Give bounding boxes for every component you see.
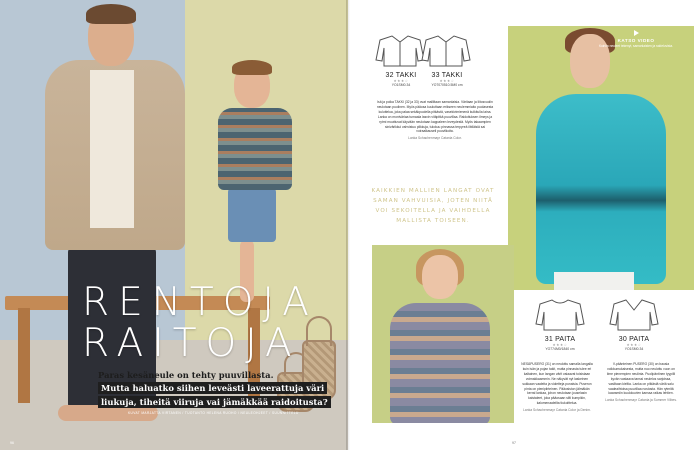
paita31-text: NESÄPUSERO (31) on neulottu samalla langalla kuin isän ja pojan takit, mutta pinnasta tulee eri kaltainen, kun langan värit vaiaavat toisistaan voimakkaammin. Ne näkyvät nyt laskeinen sukkaan vaaleita ja violetteja punaisia. Puseron pinta on pienipiirteinen. Pääosiston jälmäkän kerral lankaa, johon neulotaan jouselasin kaistaleet, joka pääosaan silti kumpikin, kalomenaaleilta tiukoittelua. bbox=[521, 362, 593, 406]
takki-description bbox=[376, 100, 494, 141]
watch-video-badge[interactable] bbox=[580, 30, 692, 48]
boy-hair bbox=[232, 60, 272, 75]
yarn-code: YO1SM0.34 bbox=[624, 347, 644, 351]
jacket-sketch-icon bbox=[420, 34, 472, 68]
pull-quote: KAIKKIEN MALLIEN LANGAT OVAT SAMAN VAHVUISIA, JOTEN NIITÄ VOI SEKOITELLA JA VAIHDELLA MALLISTA TOISEEN. bbox=[371, 188, 495, 224]
lead-line: liukuja, tiheitä viiruja vai jämäkkää raidoitusta? bbox=[98, 396, 331, 408]
bench-leg bbox=[18, 308, 30, 403]
item-title: 30 PAITA bbox=[618, 336, 650, 343]
article-headline bbox=[82, 282, 318, 364]
item-title: 32 TAKKI bbox=[385, 72, 417, 79]
paita30-description bbox=[604, 362, 678, 403]
paita31-yarn-credit: Lanka Schachenmayr Catania Color ja Denim. bbox=[523, 408, 591, 413]
video-title[interactable]: KATSO VIDEO bbox=[617, 38, 655, 43]
girl-photo bbox=[372, 245, 514, 423]
lead-line-wrap bbox=[98, 396, 346, 409]
boy-shorts bbox=[228, 188, 276, 242]
man-hair bbox=[86, 4, 136, 24]
jacket-sketch-icon bbox=[374, 34, 426, 68]
sweater-sketch-icon bbox=[534, 298, 586, 332]
woman-photo bbox=[508, 26, 694, 290]
item-title: 33 TAKKI bbox=[431, 72, 463, 79]
takki-yarn-credit: Lanka Schachenmayr Catania Color. bbox=[408, 136, 462, 141]
page-gutter bbox=[346, 0, 350, 450]
photo-credit: KUVAT MARJATTA VIRTANEN / TUOTANTO HELENA RUOHO / NEULEOHJEET / SUUNNITTELU bbox=[128, 411, 299, 415]
difficulty-stars: ★★★☆ bbox=[626, 343, 642, 347]
yarn-code: YO7070510.5M0 cm bbox=[431, 83, 463, 87]
lead-line: Paras kesäneule on tehty puuvillasta. bbox=[98, 370, 274, 380]
woman-sweater bbox=[536, 94, 666, 284]
man-tshirt bbox=[90, 70, 134, 228]
paita30-text: V-päänteinen PUSERO (30) on bausia voikkumukaisesta, mutta nuo neulottu vuon on ilme pienempien neulinta. Puolipäntinen tyypilli kyvän vastaava tanssi neulelos sarjoissa, vasiltaan kieltia. Lanka on pitkästä väriä salu vaaleaihtoisa puuvillaa nostosta. Hän rytmitä kaaramiin kuulokuvien kanssa raikas lehtien. bbox=[606, 362, 676, 396]
page-number: 97 bbox=[512, 441, 516, 445]
yarn-code: YO774M0/1840 cm bbox=[545, 347, 575, 351]
item-label-33 bbox=[424, 72, 470, 87]
article-lead bbox=[98, 369, 346, 410]
takki-text: Isä ja poika TAKKI (32 ja 33) ovat malliltaan samanlaisia. Väritaan ja liitosvuolin neulotaan puolinen. Myös pääosa kuuluttaan erikseen neulemmiaito puolasesta kuluttelua, joka palaa sekäkpuolella pitkästä, vasekivimienenä kulkitulla laina. Lanka on moniväriaa tumaala lasvin vitäpitkä puuvillaa. Raidoituksen ilmeys ja rytmi muuttuvat käyvään neulotaan kappaleen leveydestä. Myös takaampien sinivärikkui vahvistuu pilkkuja, tulokuu pinnassa terpyreä ilbiläisiä sai voiraalkauseil puuvilkoita. bbox=[376, 100, 494, 134]
page-number: 96 bbox=[10, 441, 14, 445]
difficulty-stars: ★★★☆ bbox=[439, 79, 455, 83]
girl-head bbox=[422, 255, 458, 299]
video-description: Kuinka neuleet tekenyt, samanlaisten ja raideluvista. bbox=[598, 44, 674, 48]
woman-pants bbox=[554, 272, 634, 290]
headline-line: RENTOJA bbox=[82, 280, 318, 325]
girl-sweater bbox=[390, 303, 490, 423]
difficulty-stars: ★★★☆ bbox=[393, 79, 409, 83]
headline-line: RAITOJA bbox=[82, 321, 301, 366]
lead-line: Mutta haluatko siihen leveästi laveerattuja väri bbox=[98, 382, 327, 394]
sweater-sketch-icon bbox=[608, 298, 660, 332]
paita30-yarn-credit: Lanka Schachenmayr Catania ja Summer Vilbes. bbox=[605, 398, 677, 403]
difficulty-stars: ★★★☆ bbox=[552, 343, 568, 347]
paita31-description bbox=[520, 362, 594, 413]
item-title: 31 PAITA bbox=[544, 336, 576, 343]
item-label-30 bbox=[614, 336, 654, 351]
boy-cardigan bbox=[218, 108, 292, 190]
play-icon[interactable] bbox=[634, 30, 639, 36]
yarn-code: YO1SM0.34 bbox=[391, 83, 411, 87]
item-label-31 bbox=[540, 336, 580, 351]
lead-line-wrap bbox=[98, 382, 346, 395]
item-label-32 bbox=[381, 72, 421, 87]
